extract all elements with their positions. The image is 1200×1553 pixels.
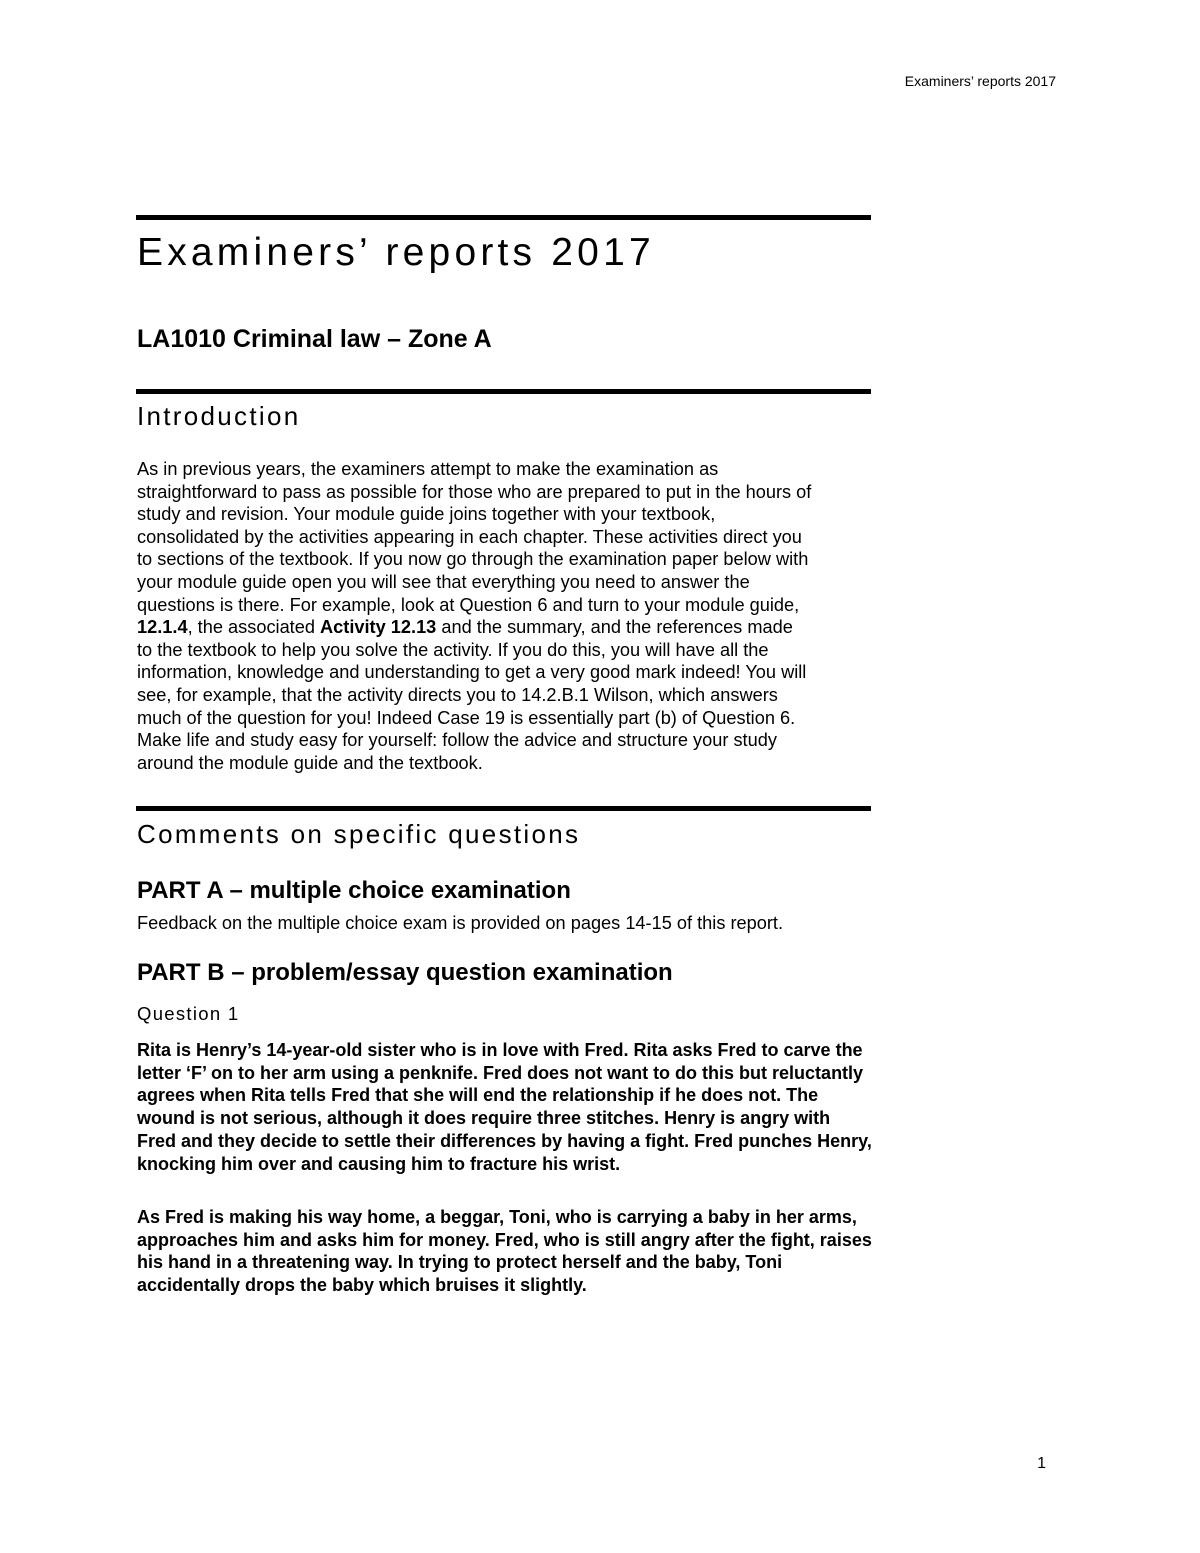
introduction-line bbox=[137, 639, 872, 662]
introduction-line bbox=[137, 729, 872, 752]
text-run: much of the question for you! Indeed Case 19 is essentially part (b) of Question 6. bbox=[137, 707, 796, 728]
text-run: see, for example, that the activity directs you to 14.2.B.1 Wilson, which answers bbox=[137, 684, 778, 705]
introduction-line bbox=[137, 481, 872, 504]
introduction-line bbox=[137, 616, 872, 639]
introduction-line bbox=[137, 571, 872, 594]
introduction-line bbox=[137, 594, 872, 617]
introduction-line bbox=[137, 458, 872, 481]
running-header: Examiners’ reports 2017 bbox=[904, 73, 1056, 89]
introduction-line bbox=[137, 707, 872, 730]
bold-reference: 12.1.4 bbox=[137, 617, 188, 638]
introduction-line bbox=[137, 503, 872, 526]
question-1-paragraph: As Fred is making his way home, a beggar, Toni, who is carrying a baby in her arms, approaches him and asks him for money. Fred, who is still angry after the fight, raises his hand in a threatening way. In trying to protect herself and the baby, Toni accidentally drops the baby which bruises it slightly. bbox=[137, 1207, 872, 1296]
comments-heading: Comments on specific questions bbox=[137, 819, 581, 849]
introduction-heading: Introduction bbox=[137, 401, 301, 431]
text-run: around the module guide and the textbook. bbox=[137, 752, 483, 773]
text-run: study and revision. Your module guide joins together with your textbook, bbox=[137, 504, 716, 525]
page-number: 1 bbox=[1037, 1455, 1046, 1472]
comments-rule bbox=[136, 806, 871, 811]
introduction-line bbox=[137, 526, 872, 549]
text-run: straightforward to pass as possible for those who are prepared to put in the hours of bbox=[137, 481, 812, 502]
introduction-rule bbox=[136, 389, 871, 394]
text-run: As in previous years, the examiners attempt to make the examination as bbox=[137, 459, 719, 479]
text-run: your module guide open you will see that everything you need to answer the bbox=[137, 571, 750, 592]
document-subtitle: LA1010 Criminal law – Zone A bbox=[137, 325, 492, 353]
part-a-text: Feedback on the multiple choice exam is provided on pages 14-15 of this report. bbox=[137, 913, 784, 933]
introduction-line bbox=[137, 752, 872, 775]
text-run: information, knowledge and understanding to get a very good mark indeed! You will bbox=[137, 662, 807, 683]
introduction-paragraph bbox=[137, 458, 872, 774]
document-title: Examiners’ reports 2017 bbox=[137, 231, 655, 274]
bold-reference: Activity 12.13 bbox=[320, 617, 437, 638]
title-top-rule bbox=[136, 215, 871, 220]
text-run: questions is there. For example, look at Question 6 and turn to your module guide, bbox=[137, 594, 800, 615]
introduction-line bbox=[137, 548, 872, 571]
text-run: Make life and study easy for yourself: follow the advice and structure your study bbox=[137, 730, 777, 751]
introduction-line bbox=[137, 684, 872, 707]
text-run: , the associated bbox=[187, 617, 321, 638]
text-run: to the textbook to help you solve the activity. If you do this, you will have all the bbox=[137, 639, 769, 660]
part-b-heading: PART B – problem/essay question examination bbox=[137, 959, 673, 986]
part-a-heading: PART A – multiple choice examination bbox=[137, 877, 571, 904]
text-run: and the summary, and the references made bbox=[436, 617, 793, 638]
text-run: consolidated by the activities appearing in each chapter. These activities direct you bbox=[137, 526, 802, 547]
question-1-paragraph: Rita is Henry’s 14-year-old sister who is in love with Fred. Rita asks Fred to carve the letter ‘F’ on to her arm using a penknife. Fred does not want to do this but reluctantly agrees when Rita tells Fred that she will end the relationship if he does not. The wound is not serious, although it does require three stitches. Henry is angry with Fred and they decide to settle their differences by having a fight. Fred punches Henry, knocking him over and causing him to fracture his wrist. bbox=[137, 1040, 872, 1174]
question-1-label: Question 1 bbox=[137, 1003, 240, 1024]
text-run: to sections of the textbook. If you now go through the examination paper below with bbox=[137, 549, 809, 570]
introduction-line bbox=[137, 661, 872, 684]
